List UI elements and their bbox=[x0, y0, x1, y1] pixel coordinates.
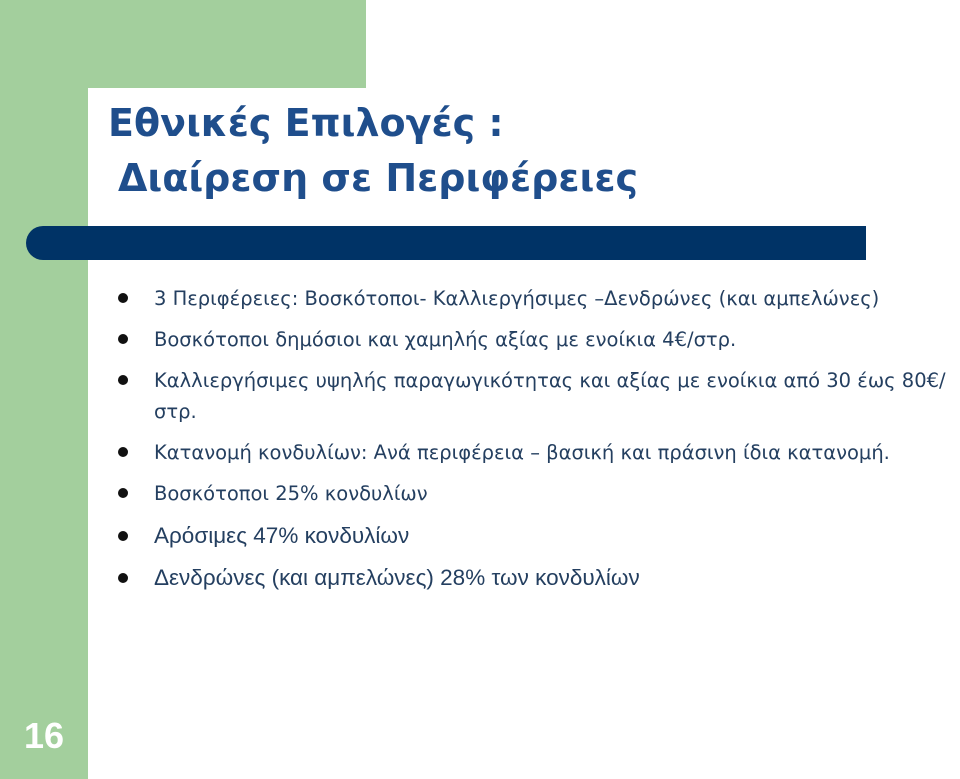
bullet-text: Κατανομή κονδυλίων: Ανά περιφέρεια – βασική και πράσινη ίδια κατανομή. bbox=[154, 441, 890, 464]
bullet-icon bbox=[118, 293, 128, 303]
bullet-item bbox=[118, 283, 948, 314]
bullet-item bbox=[118, 365, 948, 427]
bullet-text: 3 Περιφέρειες: Βοσκότοποι- Καλλιεργήσιμες –Δενδρώνες (και αμπελώνες) bbox=[154, 287, 880, 310]
bullet-icon bbox=[118, 375, 128, 385]
bullet-text: Δενδρώνες (και αμπελώνες) 28% των κονδυλίων bbox=[154, 565, 640, 590]
bullet-icon bbox=[118, 488, 128, 498]
bullet-list bbox=[118, 283, 948, 603]
bullet-icon bbox=[118, 334, 128, 344]
bullet-item bbox=[118, 478, 948, 509]
bullet-text: Αρόσιμες 47% κονδυλίων bbox=[154, 523, 410, 548]
bullet-icon bbox=[118, 447, 128, 457]
slide-title-line-2: Διαίρεση σε Περιφέρειες bbox=[118, 156, 639, 201]
bullet-text: Βοσκότοποι 25% κονδυλίων bbox=[154, 482, 428, 505]
slide-title-line-1: Εθνικές Επιλογές : bbox=[108, 101, 504, 145]
bullet-item bbox=[118, 561, 948, 595]
bullet-item bbox=[118, 437, 948, 468]
title-divider-bar bbox=[26, 226, 866, 260]
side-accent-band bbox=[0, 0, 88, 779]
bullet-icon bbox=[118, 573, 128, 583]
bullet-icon bbox=[118, 531, 128, 541]
bullet-item bbox=[118, 519, 948, 553]
bullet-text: Καλλιεργήσιμες υψηλής παραγωγικότητας και αξίας με ενοίκια από 30 έως 80€/στρ. bbox=[154, 369, 946, 423]
slide-title bbox=[108, 96, 638, 206]
top-accent-band bbox=[88, 0, 366, 88]
bullet-item bbox=[118, 324, 948, 355]
bullet-text: Βοσκότοποι δημόσιοι και χαμηλής αξίας με ενοίκια 4€/στρ. bbox=[154, 328, 737, 351]
page-number: 16 bbox=[23, 715, 65, 756]
